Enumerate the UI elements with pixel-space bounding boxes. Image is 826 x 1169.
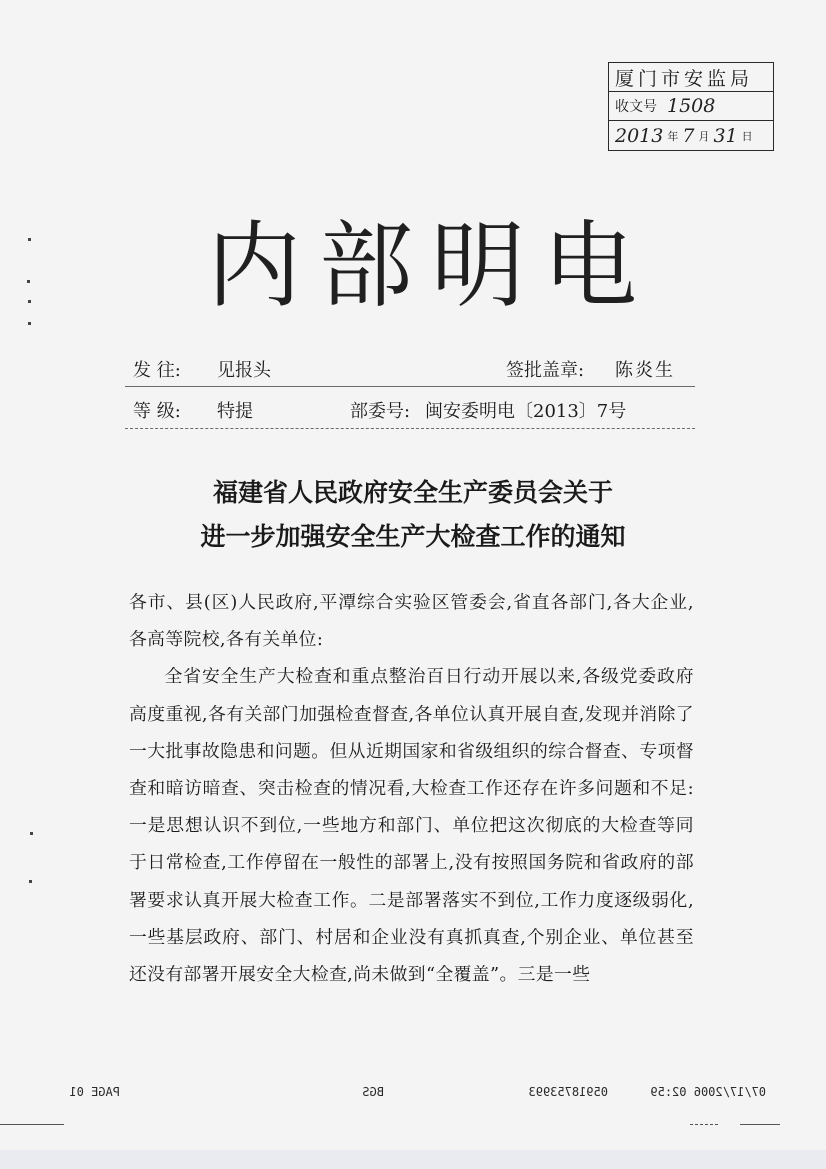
bottom-strip [0, 1150, 826, 1169]
level-value: 特提 [217, 401, 253, 422]
receipt-stamp [608, 62, 774, 151]
stamp-receipt-label: 收文号 [615, 99, 657, 115]
doc-number-value: 闽安委明电〔2013〕7号 [425, 401, 627, 422]
addressee: 各市、县(区)人民政府,平潭综合实验区管委会,省直各部门,各大企业,各高等院校,各有关单位: [129, 592, 694, 651]
send-to-row [133, 356, 688, 382]
scan-speck [28, 238, 31, 241]
stamp-office-row [609, 63, 773, 92]
header-rule-1 [125, 386, 695, 387]
document-title-line2: 进一步加强安全生产大检查工作的通知 [200, 522, 626, 551]
footer-line-right-a [690, 1124, 718, 1125]
send-to-label: 发 往: [133, 360, 181, 381]
fax-datetime: 07/17/2006 02:59 [650, 1085, 766, 1099]
scan-speck [27, 280, 30, 283]
fax-footer [0, 1085, 826, 1109]
stamp-office: 厦门市安监局 [615, 67, 754, 90]
stamp-year: 2013 [615, 124, 664, 147]
document-body [129, 584, 694, 993]
footer-line-right-b [740, 1124, 780, 1125]
stamp-receipt-row [609, 92, 773, 121]
scan-speck [30, 832, 33, 835]
body-paragraph: 全省安全生产大检查和重点整治百日行动开展以来,各级党委政府高度重视,各有关部门加强检查督查,各单位认真开展自查,发现并消除了一大批事故隐患和问题。但从近期国家和省级组织的综合督查、专项督查和暗访暗查、突击检查的情况看,大检查工作还存在许多问题和不足:一是思想认识不到位,一些地方和部门、单位把这次彻底的大检查等同于日常检查,工作停留在一般性的部署上,没有按照国务院和省政府的部署要求认真开展大检查工作。二是部署落实不到位,工作力度逐级弱化,一些基层政府、部门、村居和企业没有真抓真查,个别企业、单位甚至还没有部署开展安全大检查,尚未做到“全覆盖”。三是一些 [129, 666, 694, 986]
telegram-heading: 内部明电 [207, 212, 656, 321]
send-to-value: 见报头 [217, 360, 271, 381]
document-title-line1: 福建省人民政府安全生产委员会关于 [212, 478, 613, 507]
scan-speck [29, 880, 32, 883]
fax-phone: 05918753993 [528, 1085, 608, 1099]
fax-page-code: BGS [362, 1085, 384, 1099]
stamp-day: 31 [713, 124, 738, 147]
stamp-date-row [609, 121, 773, 150]
footer-line-left [0, 1124, 64, 1125]
scan-speck [28, 322, 31, 325]
stamp-receipt-number: 1508 [667, 95, 716, 117]
level-label: 等 级: [133, 401, 181, 422]
scan-speck [28, 300, 31, 303]
stamp-month: 7 [682, 124, 695, 147]
stamp-year-char: 年 [667, 129, 679, 143]
approver-label: 签批盖章: [506, 360, 585, 381]
stamp-month-char: 月 [698, 129, 710, 143]
level-row [133, 397, 688, 423]
stamp-day-char: 日 [741, 129, 753, 143]
header-rule-2 [125, 428, 695, 429]
doc-number-label: 部委号: [350, 401, 411, 422]
fax-page-label: PAGE 01 [69, 1085, 120, 1099]
approver-value: 陈炎生 [615, 360, 675, 381]
